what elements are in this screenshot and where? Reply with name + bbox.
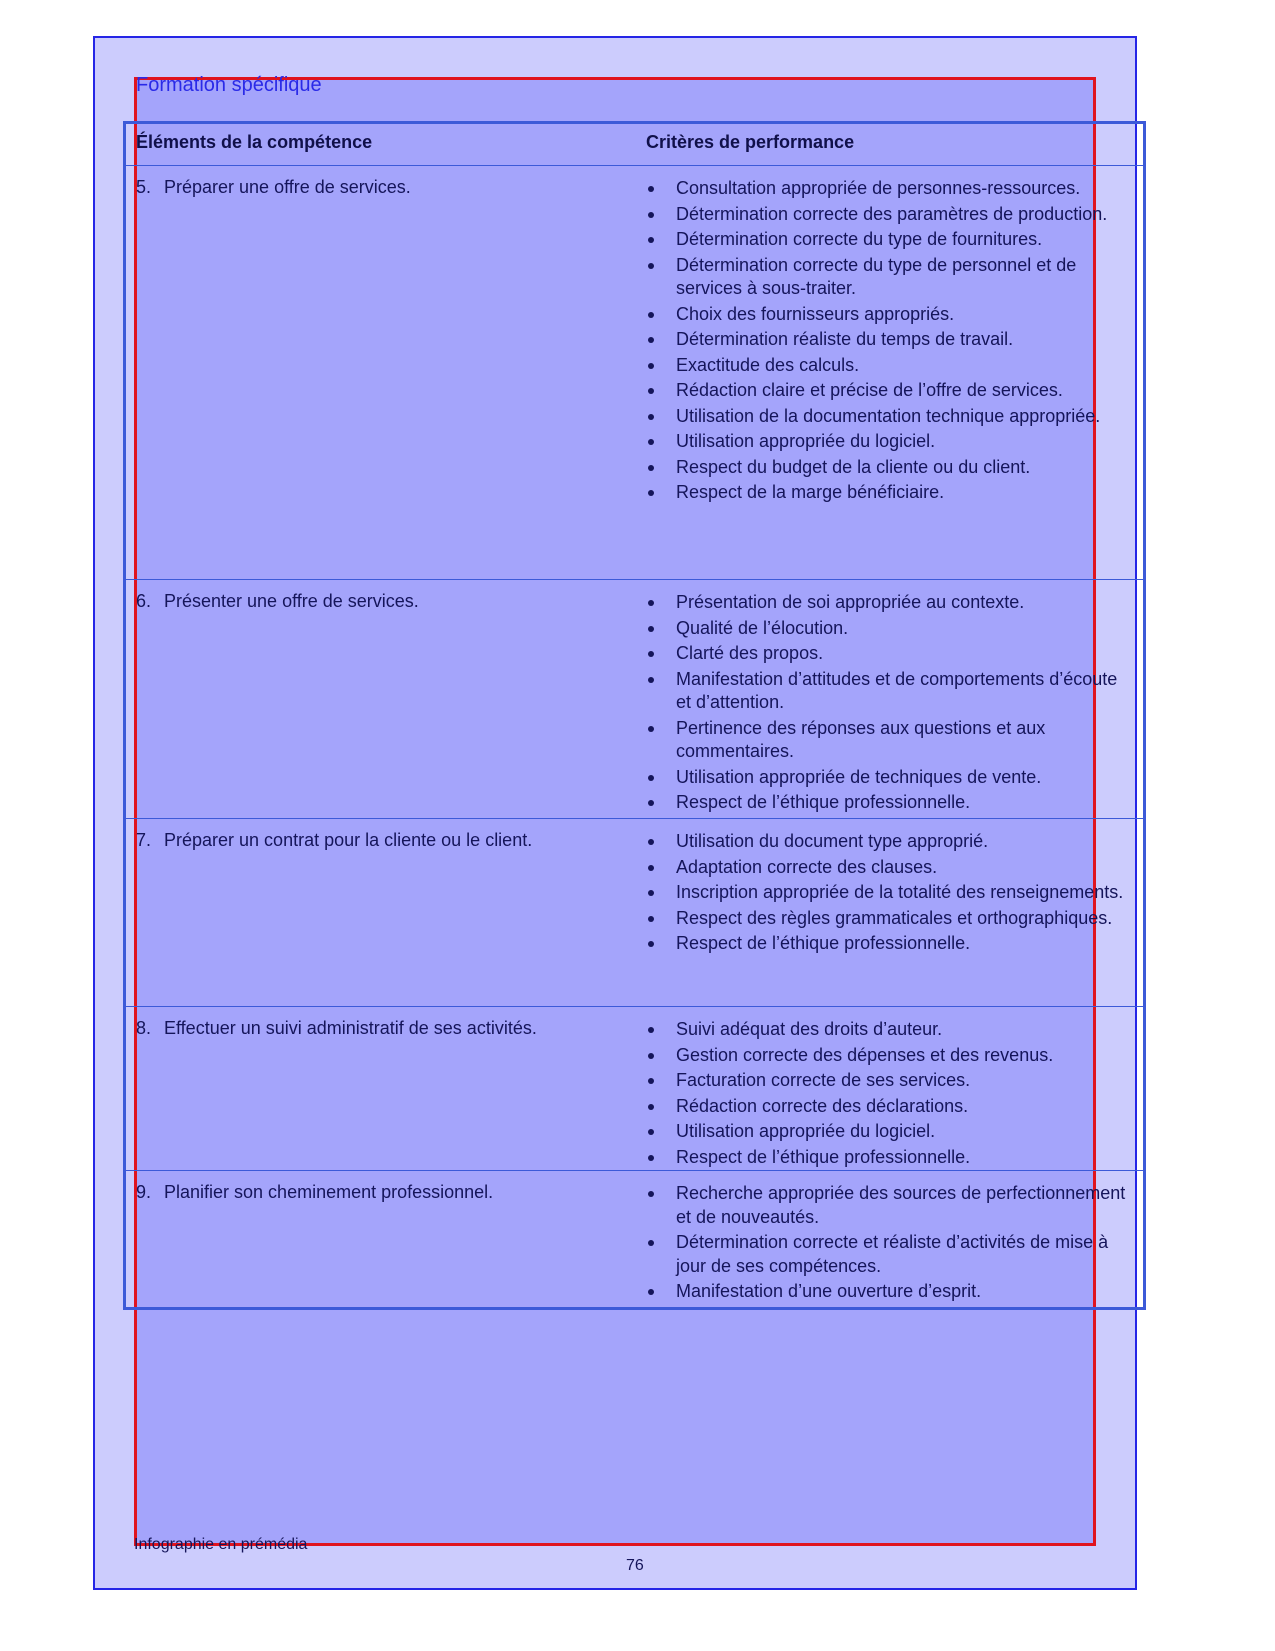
- element-row-7: [136, 829, 646, 852]
- bullet-icon: [648, 651, 654, 657]
- header-elements: Éléments de la compétence: [136, 132, 373, 152]
- bullet-icon: [648, 677, 654, 683]
- criterion-item: Exactitude des calculs.: [646, 354, 1136, 378]
- element-row-6: [136, 590, 646, 613]
- bullet-icon: [648, 186, 654, 192]
- element-text: Planifier son cheminement professionnel.: [164, 1182, 494, 1202]
- element-number: 6.: [136, 591, 152, 611]
- bullet-icon: [648, 1129, 654, 1135]
- criterion-item: Adaptation correcte des clauses.: [646, 856, 1136, 880]
- criterion-item: Utilisation du document type approprié.: [646, 830, 1136, 854]
- element-number: 5.: [136, 177, 152, 197]
- bullet-icon: [648, 263, 654, 269]
- bullet-icon: [648, 388, 654, 394]
- bullet-icon: [648, 1053, 654, 1059]
- bullet-icon: [648, 363, 654, 369]
- bullet-icon: [648, 600, 654, 606]
- criterion-item: Respect de l’éthique professionnelle.: [646, 791, 1136, 815]
- criterion-item: Rédaction claire et précise de l’offre de services.: [646, 379, 1136, 403]
- header-criteria: Critères de performance: [646, 132, 855, 152]
- row-divider: [123, 579, 1146, 580]
- section-title: Formation spécifique: [136, 74, 322, 96]
- criterion-item: Utilisation de la documentation technique appropriée.: [646, 405, 1136, 429]
- bullet-icon: [648, 465, 654, 471]
- criteria-list-row-6: [646, 591, 1136, 817]
- element-row-5: [136, 176, 646, 199]
- bullet-icon: [648, 890, 654, 896]
- bullet-icon: [648, 1078, 654, 1084]
- bullet-icon: [648, 800, 654, 806]
- criterion-item: Détermination correcte et réaliste d’activités de mise à jour de ses compétences.: [646, 1231, 1136, 1278]
- criterion-item: Choix des fournisseurs appropriés.: [646, 303, 1136, 327]
- bullet-icon: [648, 1289, 654, 1295]
- bullet-icon: [648, 1027, 654, 1033]
- bullet-icon: [648, 1104, 654, 1110]
- bullet-icon: [648, 726, 654, 732]
- bullet-icon: [648, 212, 654, 218]
- criterion-item: Détermination correcte du type de fournitures.: [646, 228, 1136, 252]
- criteria-list-row-5: [646, 177, 1136, 507]
- element-text: Préparer une offre de services.: [164, 177, 411, 197]
- bullet-icon: [648, 839, 654, 845]
- element-row-8: [136, 1017, 646, 1040]
- criterion-item: Respect du budget de la cliente ou du client.: [646, 456, 1136, 480]
- footer-program: Infographie en prémédia: [134, 1536, 308, 1553]
- bullet-icon: [648, 312, 654, 318]
- bullet-icon: [648, 414, 654, 420]
- criterion-item: Inscription appropriée de la totalité des renseignements.: [646, 881, 1136, 905]
- bullet-icon: [648, 941, 654, 947]
- element-number: 8.: [136, 1018, 152, 1038]
- bullet-icon: [648, 916, 654, 922]
- element-text: Préparer un contrat pour la cliente ou le client.: [164, 830, 533, 850]
- bullet-icon: [648, 775, 654, 781]
- criterion-item: Respect de l’éthique professionnelle.: [646, 1146, 1136, 1170]
- criterion-item: Rédaction correcte des déclarations.: [646, 1095, 1136, 1119]
- element-number: 7.: [136, 830, 152, 850]
- bullet-icon: [648, 865, 654, 871]
- criterion-item: Clarté des propos.: [646, 642, 1136, 666]
- criterion-item: Manifestation d’attitudes et de comportements d’écoute et d’attention.: [646, 668, 1136, 715]
- element-row-9: [136, 1181, 646, 1204]
- bullet-icon: [648, 1155, 654, 1161]
- criterion-item: Détermination correcte du type de personnel et de services à sous-traiter.: [646, 254, 1136, 301]
- criterion-item: Utilisation appropriée du logiciel.: [646, 1120, 1136, 1144]
- criterion-item: Qualité de l’élocution.: [646, 617, 1136, 641]
- criterion-item: Suivi adéquat des droits d’auteur.: [646, 1018, 1136, 1042]
- bullet-icon: [648, 1240, 654, 1246]
- element-number: 9.: [136, 1182, 152, 1202]
- bullet-icon: [648, 439, 654, 445]
- criterion-item: Pertinence des réponses aux questions et aux commentaires.: [646, 717, 1136, 764]
- criterion-item: Respect de l’éthique professionnelle.: [646, 932, 1136, 956]
- row-divider: [123, 1006, 1146, 1007]
- criterion-item: Utilisation appropriée du logiciel.: [646, 430, 1136, 454]
- criteria-list-row-9: [646, 1182, 1136, 1306]
- criterion-item: Respect des règles grammaticales et orthographiques.: [646, 907, 1136, 931]
- criterion-item: Facturation correcte de ses services.: [646, 1069, 1136, 1093]
- criterion-item: Gestion correcte des dépenses et des revenus.: [646, 1044, 1136, 1068]
- page-number: 76: [626, 1557, 644, 1574]
- bullet-icon: [648, 1191, 654, 1197]
- criterion-item: Recherche appropriée des sources de perfectionnement et de nouveautés.: [646, 1182, 1136, 1229]
- criterion-item: Détermination correcte des paramètres de production.: [646, 203, 1136, 227]
- row-divider: [123, 818, 1146, 819]
- criterion-item: Détermination réaliste du temps de travail.: [646, 328, 1136, 352]
- bullet-icon: [648, 337, 654, 343]
- element-text: Effectuer un suivi administratif de ses activités.: [164, 1018, 537, 1038]
- criterion-item: Utilisation appropriée de techniques de vente.: [646, 766, 1136, 790]
- bullet-icon: [648, 626, 654, 632]
- element-text: Présenter une offre de services.: [164, 591, 419, 611]
- criterion-item: Manifestation d’une ouverture d’esprit.: [646, 1280, 1136, 1304]
- row-divider: [123, 165, 1146, 166]
- criterion-item: Respect de la marge bénéficiaire.: [646, 481, 1136, 505]
- criterion-item: Présentation de soi appropriée au contexte.: [646, 591, 1136, 615]
- criterion-item: Consultation appropriée de personnes-ressources.: [646, 177, 1136, 201]
- bullet-icon: [648, 490, 654, 496]
- bullet-icon: [648, 237, 654, 243]
- criteria-list-row-8: [646, 1018, 1136, 1171]
- criteria-list-row-7: [646, 830, 1136, 958]
